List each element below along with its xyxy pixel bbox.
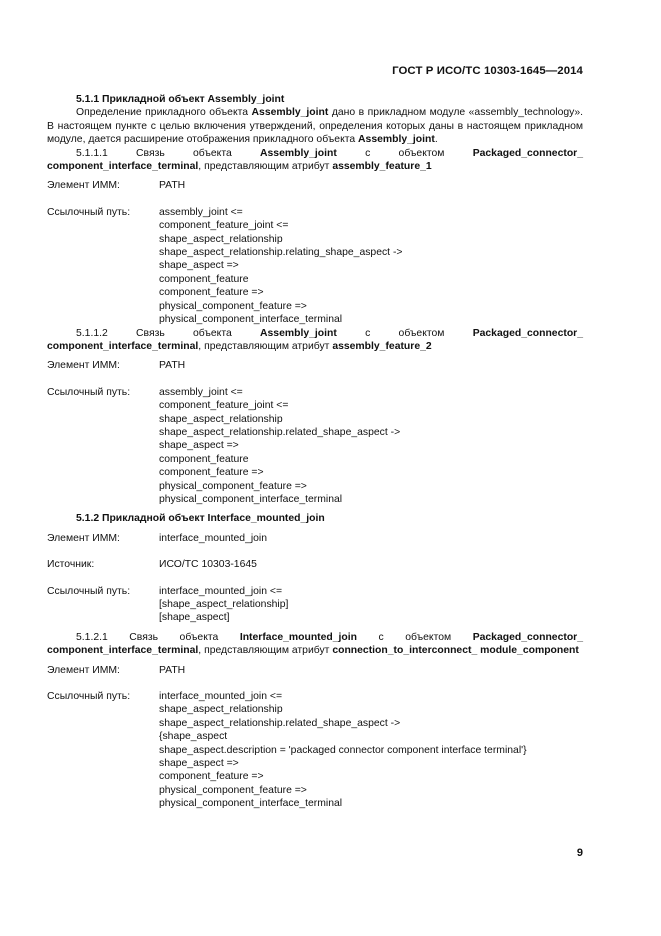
mim-element-label: Элемент ИММ: xyxy=(47,532,120,544)
mim-element-row xyxy=(47,179,583,192)
mim-element-row xyxy=(47,664,583,677)
text: . xyxy=(434,134,438,146)
reference-path-row xyxy=(47,690,583,811)
mim-element-label: Элемент ИММ: xyxy=(47,360,120,372)
bold-term: Assembly_joint xyxy=(260,147,337,159)
path-line: assembly_joint <= xyxy=(159,386,243,398)
path-line: interface_mounted_join <= xyxy=(159,585,283,597)
section-heading-5-1-1: 5.1.1 Прикладной объект Assembly_joint xyxy=(76,94,285,105)
path-line: component_feature => xyxy=(159,287,264,299)
bold-term: Assembly_joint xyxy=(358,134,435,146)
reference-path-label: Ссылочный путь: xyxy=(47,691,131,703)
path-line: component_feature xyxy=(159,453,249,465)
path-line: component_feature_joint <= xyxy=(159,220,289,232)
path-line: physical_component_interface_terminal xyxy=(159,314,343,326)
bold-term: Assembly_joint xyxy=(251,107,329,119)
mim-element-row xyxy=(47,359,583,372)
bold-term: Packaged_connector_ component_interface_terminal xyxy=(47,631,583,657)
text: дано в прикладном модуле «assembly_technology». В настоящем пункте с целью включения утверждений, определения которых даны в настоящем прикладном модуле, дается расширение отображения прикладного объекта xyxy=(47,107,584,146)
reference-path xyxy=(159,690,583,811)
bold-term: Assembly_joint xyxy=(260,327,337,339)
text: , представляющим атрибут xyxy=(198,340,333,352)
path-line: assembly_joint <= xyxy=(159,206,243,218)
path-line: [shape_aspect_relationship] xyxy=(159,599,289,610)
mim-element-row xyxy=(47,532,583,545)
path-line: physical_component_feature => xyxy=(159,784,307,796)
page-content xyxy=(47,93,583,811)
subsection-5-1-1-2-title xyxy=(47,327,583,354)
path-line: physical_component_feature => xyxy=(159,300,307,312)
path-line: shape_aspect_relationship xyxy=(159,704,283,716)
reference-path xyxy=(159,585,583,625)
mim-element-value: interface_mounted_join xyxy=(159,532,268,544)
path-line: {shape_aspect xyxy=(159,731,228,743)
text: Определение прикладного объекта xyxy=(76,107,252,119)
path-line: shape_aspect => xyxy=(159,440,239,452)
reference-path-row xyxy=(47,585,583,625)
text: 5.1.1.1 Связь объекта xyxy=(76,147,261,159)
path-line: component_feature => xyxy=(159,771,264,783)
text: , представляющим атрибут xyxy=(198,161,333,173)
document-header: ГОСТ Р ИСО/ТС 10303-1645—2014 xyxy=(392,65,583,77)
path-line: physical_component_feature => xyxy=(159,480,307,492)
source-value: ИСО/ТС 10303-1645 xyxy=(159,559,257,571)
bold-term: Packaged_connector_ component_interface_terminal xyxy=(47,327,583,352)
reference-path-row xyxy=(47,386,583,507)
path-line: shape_aspect => xyxy=(159,260,239,272)
reference-path-row xyxy=(47,206,583,327)
mim-element-label: Элемент ИММ: xyxy=(47,664,120,676)
bold-term: assembly_feature_2 xyxy=(332,340,432,352)
mim-element-value: PATH xyxy=(159,664,186,676)
text: , представляющим атрибут xyxy=(198,645,333,657)
path-line: shape_aspect_relationship.relating_shape_aspect -> xyxy=(159,247,403,259)
source-label: Источник: xyxy=(47,559,95,571)
bold-term: Packaged_connector_ component_interface_terminal xyxy=(47,147,583,173)
text: с объектом xyxy=(336,147,473,159)
reference-path xyxy=(159,386,583,507)
subsection-5-1-2-1-title xyxy=(47,631,583,658)
path-line: component_feature_joint <= xyxy=(159,400,289,412)
reference-path-label: Ссылочный путь: xyxy=(47,206,131,218)
text: с объектом xyxy=(357,631,473,643)
path-line: shape_aspect_relationship xyxy=(159,233,283,245)
reference-path xyxy=(159,206,583,327)
mim-element-label: Элемент ИММ: xyxy=(47,180,120,192)
mim-element-value: PATH xyxy=(159,180,186,192)
reference-path-label: Ссылочный путь: xyxy=(47,585,131,597)
page-number: 9 xyxy=(576,847,583,859)
text: 5.1.1.2 Связь объекта xyxy=(76,327,261,339)
reference-path-label: Ссылочный путь: xyxy=(47,386,131,398)
text: с объектом xyxy=(336,327,473,339)
path-line: shape_aspect_relationship.related_shape_aspect -> xyxy=(159,717,401,729)
path-line: shape_aspect => xyxy=(159,758,239,770)
section-paragraph-5-1-1 xyxy=(47,106,583,146)
source-row xyxy=(47,558,583,571)
path-line: component_feature => xyxy=(159,467,264,479)
bold-term: connection_to_interconnect_ module_component xyxy=(332,645,579,657)
bold-term: Interface_mounted_join xyxy=(239,631,358,643)
path-line: physical_component_interface_terminal xyxy=(159,493,343,505)
path-line: shape_aspect_relationship.related_shape_aspect -> xyxy=(159,426,401,438)
mim-element-value: PATH xyxy=(159,360,186,372)
text: 5.1.2.1 Связь объекта xyxy=(76,631,240,643)
path-line: [shape_aspect] xyxy=(159,612,230,624)
path-line: component_feature xyxy=(159,273,249,285)
path-line: interface_mounted_join <= xyxy=(159,691,283,703)
path-line: shape_aspect_relationship xyxy=(159,413,283,425)
path-line: physical_component_interface_terminal xyxy=(159,798,343,810)
subsection-5-1-1-1-title xyxy=(47,147,583,174)
section-heading-5-1-2: 5.1.2 Прикладной объект Interface_mounted_join xyxy=(76,513,325,525)
bold-term: assembly_feature_1 xyxy=(332,161,432,173)
path-line: shape_aspect.description = 'packaged connector component interface terminal'} xyxy=(159,744,527,756)
